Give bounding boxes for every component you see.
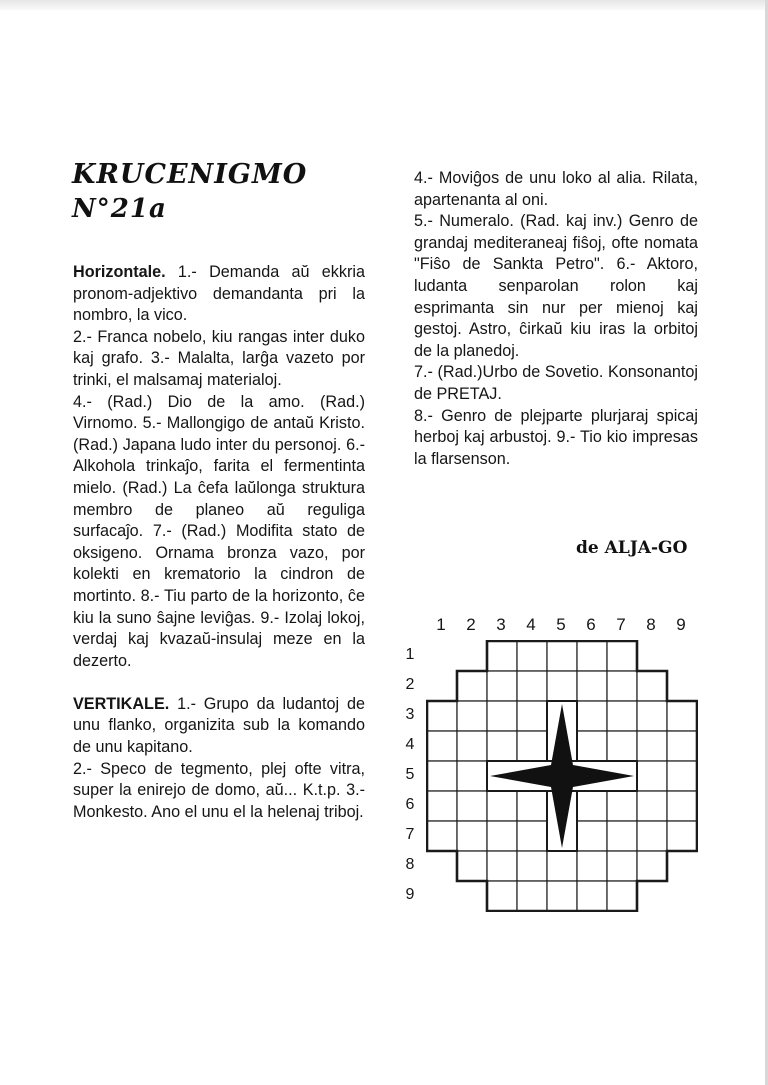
column-number-5: 5 [556, 615, 566, 634]
crossword-grid [426, 640, 698, 912]
column-number-2: 2 [466, 615, 476, 634]
grid-cell[interactable] [487, 701, 517, 731]
grid-cell[interactable] [427, 761, 457, 791]
grid-cell[interactable] [487, 731, 517, 761]
grid-cell[interactable] [577, 821, 607, 851]
vertical-clue-8: 8.- Genro de plejparte plurjaraj spicaj herboj kaj arbustoj. 9.- Tio kio impresas la flarsenson. [414, 406, 698, 468]
grid-cell[interactable] [487, 851, 517, 881]
row-number-1: 1 [405, 646, 415, 663]
grid-cell[interactable] [457, 791, 487, 821]
grid-cell[interactable] [427, 821, 457, 851]
grid-cell[interactable] [637, 671, 667, 701]
column-number-3: 3 [496, 615, 506, 634]
grid-cell[interactable] [457, 731, 487, 761]
grid-cell[interactable] [547, 881, 577, 911]
puzzle-title [72, 158, 307, 226]
grid-cell[interactable] [607, 881, 637, 911]
grid-cell[interactable] [667, 701, 697, 731]
grid-cell[interactable] [607, 851, 637, 881]
title-line-2: N°21a [72, 194, 167, 224]
grid-cell[interactable] [517, 791, 547, 821]
grid-cell[interactable] [457, 851, 487, 881]
grid-cell[interactable] [577, 881, 607, 911]
grid-cell[interactable] [607, 671, 637, 701]
vertical-heading: VERTIKALE. [73, 694, 170, 713]
grid-cell[interactable] [517, 851, 547, 881]
grid-cell[interactable] [427, 701, 457, 731]
grid-cell[interactable] [547, 851, 577, 881]
horizontal-clue-3: 4.- (Rad.) Dio de la amo. (Rad.) Virnomo. 5.- Mallongigo de antaŭ Kristo. (Rad.) Japana ludo inter du personoj. 6.- Alkohola trinkaĵo, farita el fermentinta mielo. (Rad.) La ĉefa laŭlonga struktura membro de planeo aŭ reguliga surfacaĵo. 7.- (Rad.) Modifita stato de oksigeno. Ornama bronza vazo, por kolekti en krematorio la cindron de mortinto. 8.- Tiu parto de la horizonto, ĉe kiu la suno ŝajne leviĝas. 9.- Izolaj lokoj, verdaj kaj kvazaŭ-insulaj meze en la dezerto. [73, 392, 365, 670]
grid-cell[interactable] [637, 701, 667, 731]
row-number-4: 4 [405, 736, 415, 753]
grid-cell[interactable] [607, 701, 637, 731]
grid-cell[interactable] [517, 671, 547, 701]
row-number-5: 5 [405, 766, 415, 783]
grid-cell[interactable] [667, 761, 697, 791]
row-number-3: 3 [405, 706, 415, 723]
grid-cell[interactable] [517, 701, 547, 731]
column-number-4: 4 [526, 615, 536, 634]
grid-cell[interactable] [517, 881, 547, 911]
author-credit: de ALJA-GO [576, 538, 688, 558]
grid-cell[interactable] [637, 851, 667, 881]
vertical-clue-7: 7.- (Rad.)Urbo de Sovetio. Konsonantoj de PRETAJ. [414, 363, 698, 403]
grid-cell[interactable] [577, 791, 607, 821]
grid-cell[interactable] [667, 731, 697, 761]
grid-cell[interactable] [547, 641, 577, 671]
grid-cell[interactable] [577, 851, 607, 881]
grid-cell[interactable] [487, 671, 517, 701]
grid-cell[interactable] [457, 761, 487, 791]
column-number-6: 6 [586, 615, 596, 634]
vertical-clue-1: VERTIKALE. 1.- Grupo da ludantoj de unu flanko, organizita sub la komando de unu kapitano. [73, 694, 365, 757]
grid-cell[interactable] [487, 791, 517, 821]
grid-cell[interactable] [607, 791, 637, 821]
grid-cell[interactable] [487, 881, 517, 911]
grid-cell[interactable] [427, 791, 457, 821]
grid-cell[interactable] [577, 701, 607, 731]
row-number-9: 9 [405, 886, 415, 903]
grid-cell[interactable] [517, 641, 547, 671]
scan-top-edge [0, 0, 768, 10]
title-line-1: KRUCENIGMO [72, 159, 308, 190]
grid-cell[interactable] [637, 761, 667, 791]
row-number-2: 2 [405, 676, 415, 693]
row-number-7: 7 [405, 826, 415, 843]
grid-cell[interactable] [667, 791, 697, 821]
grid-cell[interactable] [607, 731, 637, 761]
vertical-clue-2: 2.- Speco de tegmento, plej ofte vitra, super la enirejo de domo, aŭ... K.t.p. 3.- Monkesto. Ano el unu el la helenaj triboj. [73, 759, 365, 821]
grid-cell[interactable] [487, 641, 517, 671]
grid-cell[interactable] [517, 821, 547, 851]
horizontal-clue-1: Horizontale. 1.- Demanda aŭ ekkria pronom-adjektivo demandanta pri la nombro, la vico. [73, 263, 365, 325]
grid-cell[interactable] [547, 671, 577, 701]
grid-cell[interactable] [607, 641, 637, 671]
grid-cell[interactable] [427, 731, 457, 761]
column-number-7: 7 [616, 615, 626, 634]
grid-cell[interactable] [607, 821, 637, 851]
row-number-6: 6 [405, 796, 415, 813]
grid-cell[interactable] [577, 641, 607, 671]
vertical-clue-4: 4.- Moviĝos de unu loko al alia. Rilata, apartenanta al oni. [414, 169, 698, 209]
right-column [414, 168, 698, 470]
column-number-1: 1 [436, 615, 446, 634]
left-column [73, 262, 365, 823]
grid-cell[interactable] [517, 731, 547, 761]
horizontal-heading: Horizontale. [73, 263, 166, 281]
grid-cell[interactable] [637, 821, 667, 851]
grid-cell[interactable] [487, 821, 517, 851]
vertical-clue-5: 5.- Numeralo. (Rad. kaj inv.) Genro de grandaj mediteraneaj fiŝoj, ofte nomata "Fiŝo de Sankta Petro". 6.- Aktoro, ludanta senparolan rolon kaj esprimanta sin nur per mienoj kaj gestoj. Astro, ĉirkaŭ kiu iras la orbitoj de la planedoj. [414, 212, 698, 360]
column-number-9: 9 [676, 615, 686, 634]
column-number-8: 8 [646, 615, 656, 634]
horizontal-clue-2: 2.- Franca nobelo, kiu rangas inter duko kaj grafo. 3.- Malalta, larĝa vazeto por trinki, el malsamaj materialoj. [73, 327, 365, 389]
grid-cell[interactable] [637, 791, 667, 821]
grid-cell[interactable] [457, 671, 487, 701]
row-number-8: 8 [405, 856, 415, 873]
grid-cell[interactable] [667, 821, 697, 851]
grid-cell[interactable] [457, 701, 487, 731]
grid-cell[interactable] [637, 731, 667, 761]
grid-cell[interactable] [577, 671, 607, 701]
grid-cell[interactable] [577, 731, 607, 761]
grid-cell[interactable] [457, 821, 487, 851]
